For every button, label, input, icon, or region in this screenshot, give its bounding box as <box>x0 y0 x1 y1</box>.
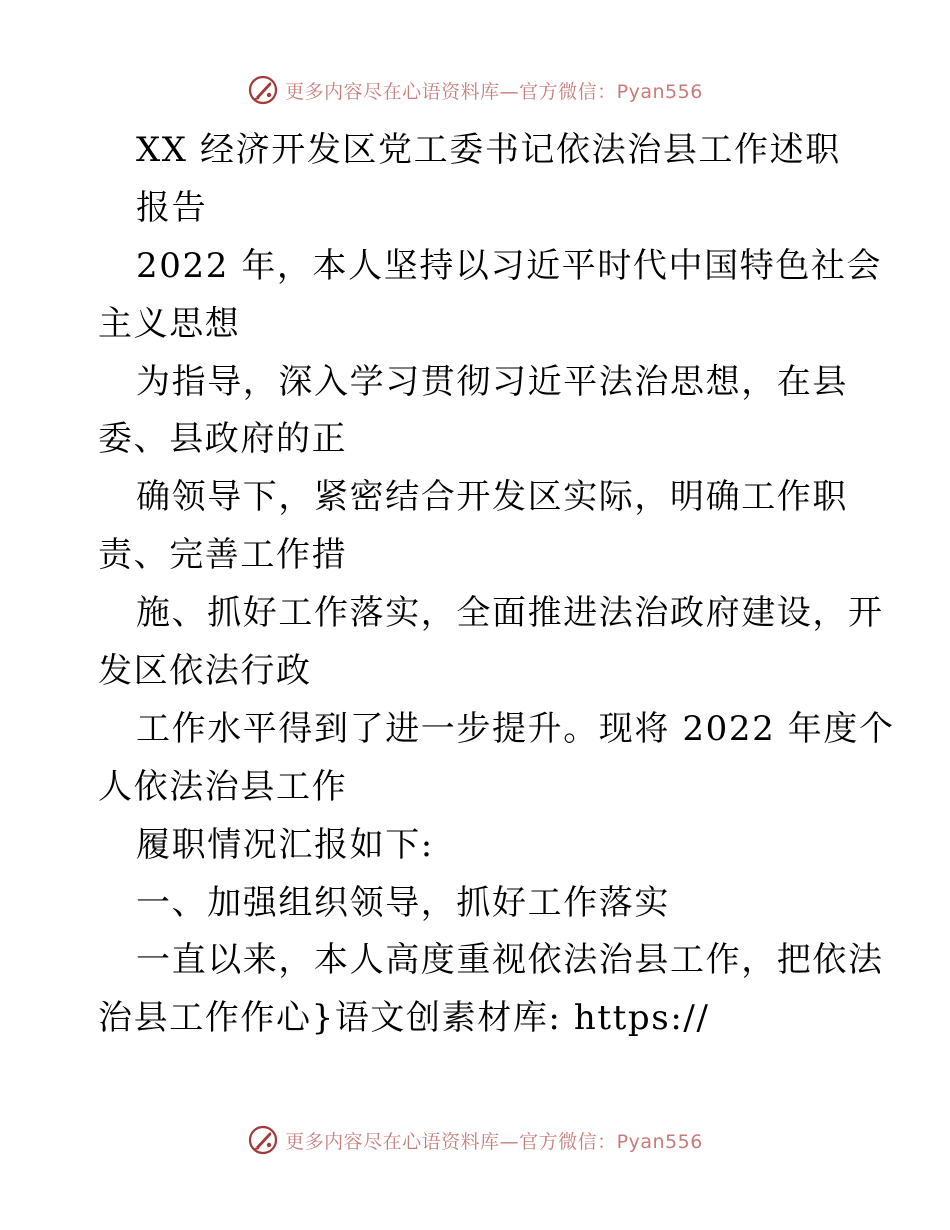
footer-banner-content <box>247 1124 703 1156</box>
header-banner-text: 更多内容尽在心语资料库—官方微信：Pyan556 <box>285 80 703 103</box>
footer-banner <box>0 1120 950 1160</box>
document-line: 治县工作作心}语文创素材库: https:// <box>98 998 710 1039</box>
document-line: 发区依法行政 <box>98 651 312 692</box>
document-line: 主义思想 <box>98 303 241 344</box>
document-line: 责、完善工作措 <box>98 535 348 576</box>
document-body <box>98 122 895 1048</box>
quill-pen-seal-icon <box>247 74 279 106</box>
document-line: 委、县政府的正 <box>98 419 348 460</box>
document-line: 人依法治县工作 <box>98 766 348 807</box>
document-line: XX 经济开发区党工委书记依法治县工作述职 <box>136 130 841 170</box>
header-banner-content <box>247 74 703 106</box>
document-line: 2022 年，本人坚持以习近平时代中国特色社会 <box>136 245 883 286</box>
document-line: 确领导下，紧密结合开发区实际，明确工作职 <box>136 477 848 518</box>
quill-pen-seal-icon <box>247 1124 279 1156</box>
document-line: 一、加强组织领导，抓好工作落实 <box>136 882 670 923</box>
document-line: 工作水平得到了进一步提升。现将 2022 年度个 <box>136 708 895 749</box>
document-line: 施、抓好工作落实，全面推进法治政府建设，开 <box>136 593 884 634</box>
document-line: 报告 <box>136 187 208 228</box>
document-line: 一直以来，本人高度重视依法治县工作，把依法 <box>136 940 884 981</box>
document-line: 履职情况汇报如下: <box>136 824 434 865</box>
document-line: 为指导，深入学习贯彻习近平法治思想，在县 <box>136 361 848 402</box>
header-banner <box>0 70 950 110</box>
footer-banner-text: 更多内容尽在心语资料库—官方微信：Pyan556 <box>285 1130 703 1153</box>
